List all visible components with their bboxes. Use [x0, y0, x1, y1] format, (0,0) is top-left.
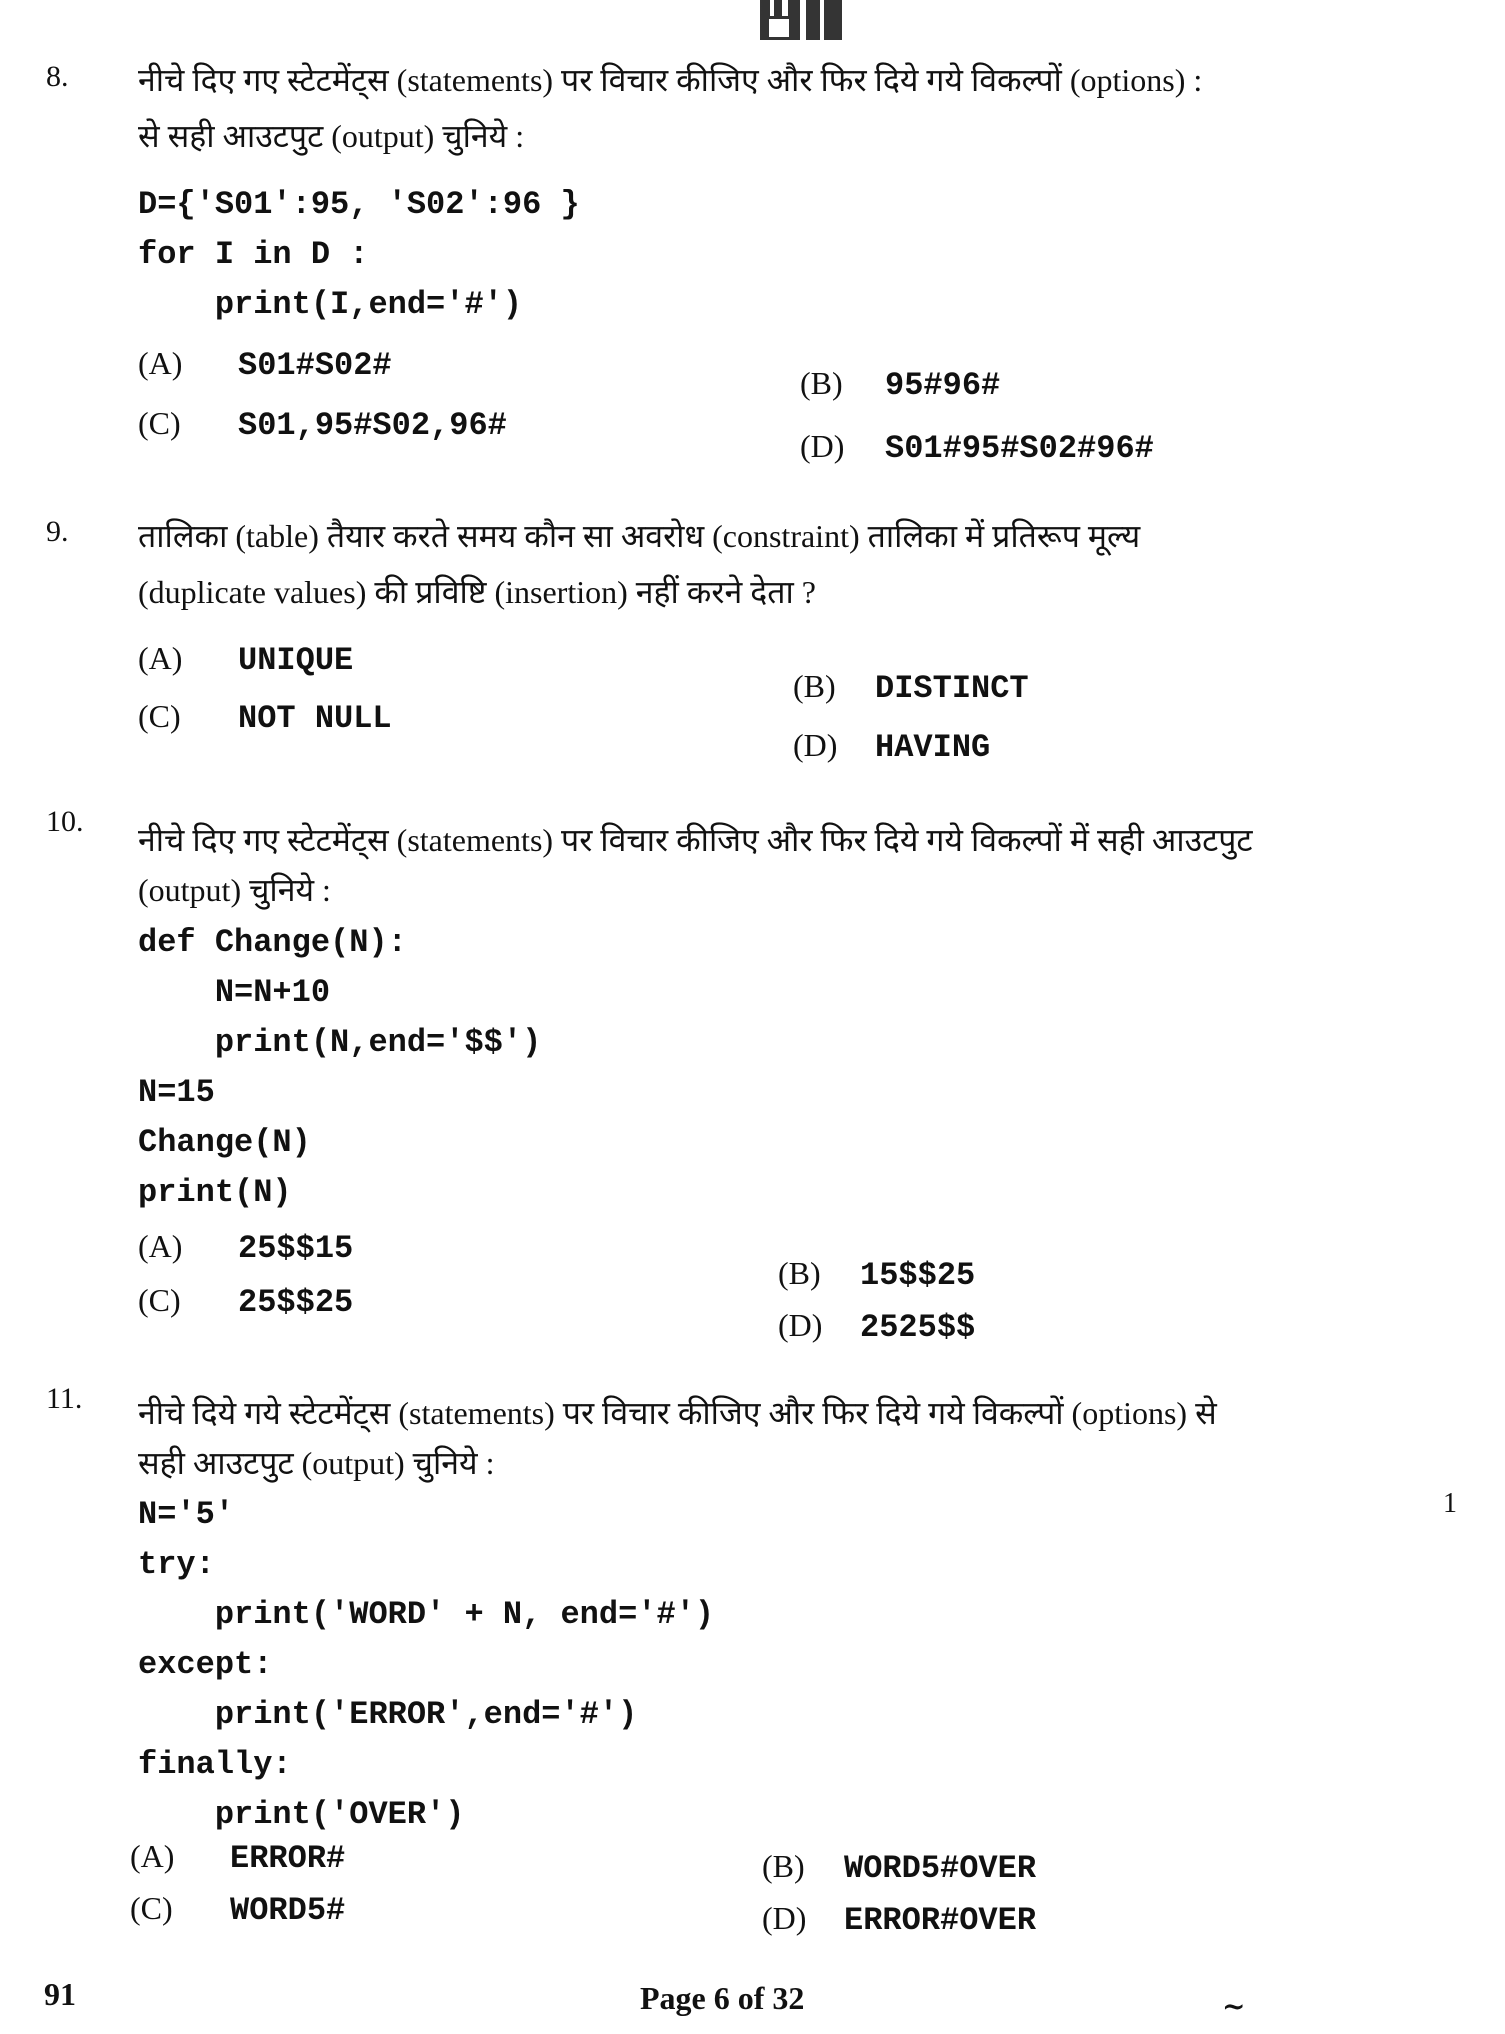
option-label: (C) — [130, 1890, 173, 1926]
option-d[interactable] — [800, 428, 1154, 467]
option-value: WORD5# — [230, 1892, 346, 1929]
option-b[interactable] — [800, 365, 1000, 404]
question-text-line: तालिका (table) तैयार करते समय कौन सा अवरोध (constraint) तालिका में प्रतिरूप मूल्य — [138, 518, 1141, 554]
option-label: (A) — [138, 1228, 183, 1264]
question-number: 11. — [46, 1382, 83, 1415]
code-block — [138, 1490, 714, 1840]
question-text — [138, 508, 1468, 620]
option-c[interactable] — [138, 405, 507, 444]
option-b[interactable] — [793, 668, 1029, 707]
option-c[interactable] — [138, 1282, 353, 1321]
option-label: (D) — [800, 428, 845, 464]
option-value: HAVING — [875, 729, 991, 766]
code-line: def Change(N): — [138, 924, 407, 961]
code-line: print('WORD' + N, end='#') — [138, 1596, 715, 1633]
code-line: print(N) — [138, 1174, 292, 1211]
option-label: (A) — [138, 345, 183, 381]
question-text-line: नीचे दिए गए स्टेटमेंट्स (statements) पर विचार कीजिए और फिर दिये गये विकल्पों (options) : — [138, 62, 1203, 98]
option-label: (D) — [762, 1900, 807, 1936]
code-line: for I in D : — [138, 236, 369, 273]
question-text-line: नीचे दिये गये स्टेटमेंट्स (statements) पर विचार कीजिए और फिर दिये गये विकल्पों (options) से — [138, 1395, 1217, 1431]
option-c[interactable] — [130, 1890, 345, 1929]
option-value: 15$$25 — [860, 1257, 976, 1294]
option-value: NOT NULL — [238, 700, 392, 737]
option-value: ERROR# — [230, 1840, 346, 1877]
question-number: 8. — [46, 60, 69, 93]
option-label: (B) — [778, 1255, 821, 1291]
option-value: S01#95#S02#96# — [885, 430, 1154, 467]
option-d[interactable] — [778, 1307, 975, 1346]
option-c[interactable] — [138, 698, 392, 737]
option-label: (C) — [138, 1282, 181, 1318]
option-value: S01#S02# — [238, 347, 392, 384]
option-label: (D) — [778, 1307, 823, 1343]
code-line: print('ERROR',end='#') — [138, 1696, 638, 1733]
option-a[interactable] — [130, 1838, 345, 1877]
qr-code-icon — [760, 0, 842, 40]
option-value: 25$$15 — [238, 1230, 354, 1267]
question-text-line: सही आउटपुट (output) चुनिये : — [138, 1445, 495, 1481]
code-line: Change(N) — [138, 1124, 311, 1161]
code-block — [138, 180, 580, 330]
option-value: 25$$25 — [238, 1284, 354, 1321]
question-text-line: (duplicate values) की प्रविष्टि (insertion) नहीं करने देता ? — [138, 574, 816, 610]
option-label: (C) — [138, 698, 181, 734]
option-a[interactable] — [138, 345, 392, 384]
option-d[interactable] — [793, 727, 990, 766]
question-text — [138, 815, 1468, 915]
code-line: N=N+10 — [138, 974, 331, 1011]
question-number: 10. — [46, 805, 84, 838]
code-line: print(I,end='#') — [138, 286, 523, 323]
question-text — [138, 1388, 1468, 1488]
question-number: 9. — [46, 515, 69, 548]
option-label: (A) — [130, 1838, 175, 1874]
page-number: Page 6 of 32 — [640, 1980, 805, 2016]
code-line: try: — [138, 1546, 215, 1583]
question-text-line: नीचे दिए गए स्टेटमेंट्स (statements) पर विचार कीजिए और फिर दिये गये विकल्पों में सही आउटपुट — [138, 822, 1253, 858]
option-label: (B) — [800, 365, 843, 401]
option-value: ERROR#OVER — [844, 1902, 1037, 1939]
option-a[interactable] — [138, 1228, 353, 1267]
option-label: (A) — [138, 640, 183, 676]
option-value: DISTINCT — [875, 670, 1029, 707]
question-text — [138, 52, 1468, 164]
code-line: N=15 — [138, 1074, 215, 1111]
option-value: 95#96# — [885, 367, 1001, 404]
page-code: 91 — [44, 1976, 76, 2012]
option-a[interactable] — [138, 640, 353, 679]
marks: 1 — [1443, 1488, 1457, 1519]
code-line: D={'S01':95, 'S02':96 } — [138, 186, 580, 223]
code-block — [138, 918, 541, 1218]
option-label: (B) — [762, 1848, 805, 1884]
question-text-line: (output) चुनिये : — [138, 872, 331, 908]
option-b[interactable] — [778, 1255, 975, 1294]
code-line: finally: — [138, 1746, 292, 1783]
code-line: N='5' — [138, 1496, 235, 1533]
code-line: print('OVER') — [138, 1796, 465, 1833]
option-label: (D) — [793, 727, 838, 763]
code-line: print(N,end='$$') — [138, 1024, 542, 1061]
question-text-line: से सही आउटपुट (output) चुनिये : — [138, 118, 525, 154]
option-value: S01,95#S02,96# — [238, 407, 507, 444]
option-value: 2525$$ — [860, 1309, 976, 1346]
code-line: except: — [138, 1646, 273, 1683]
footer-mark: ~ — [1222, 1990, 1246, 2023]
option-value: UNIQUE — [238, 642, 354, 679]
option-label: (C) — [138, 405, 181, 441]
option-b[interactable] — [762, 1848, 1036, 1887]
option-label: (B) — [793, 668, 836, 704]
option-d[interactable] — [762, 1900, 1036, 1939]
option-value: WORD5#OVER — [844, 1850, 1037, 1887]
